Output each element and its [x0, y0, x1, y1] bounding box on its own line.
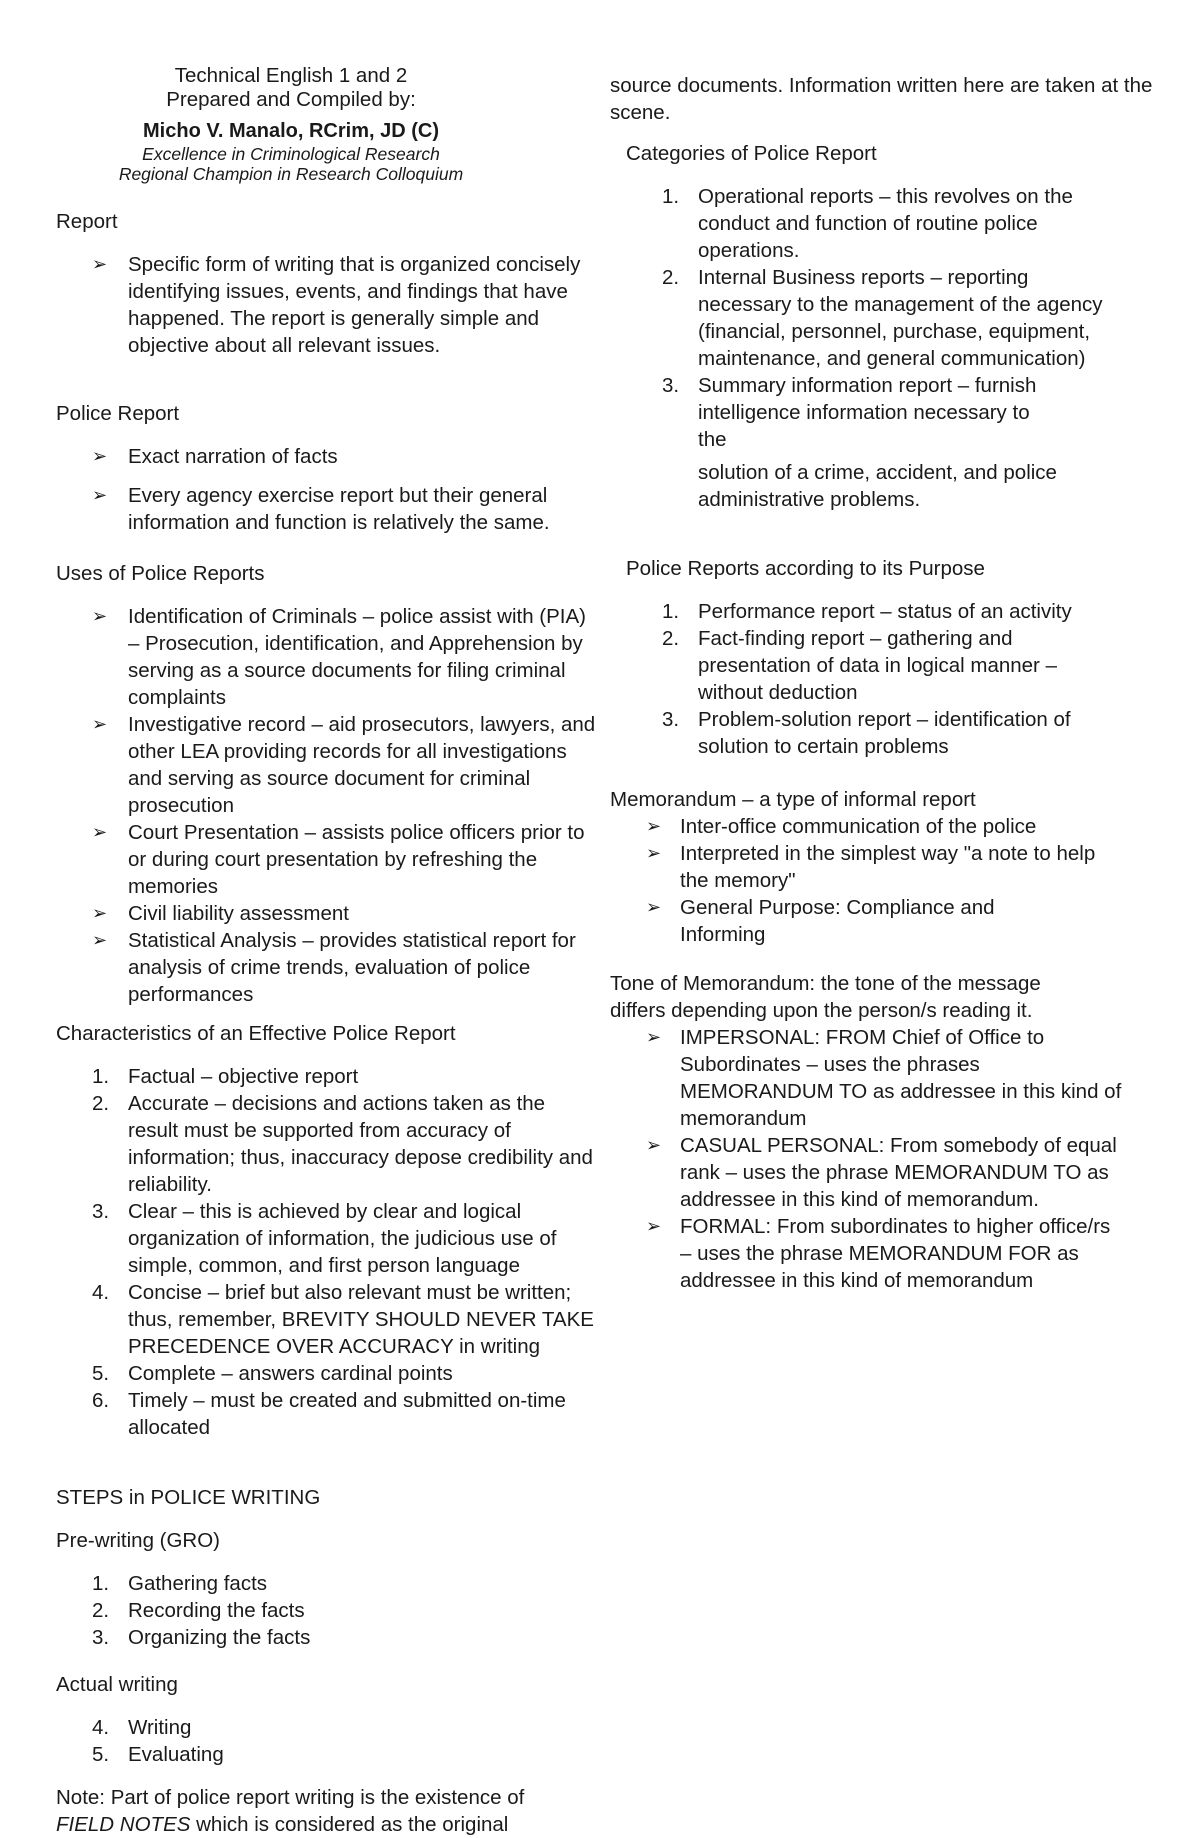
categories-continuation: solution of a crime, accident, and police administrative problems. [698, 461, 1057, 511]
list-item: 1. Operational reports – this revolves on the conduct and function of routine police operations. [662, 185, 1073, 262]
list-item: 2. Accurate – decisions and actions taken as the result must be supported from accuracy of information; thus, inaccuracy depose credibility and reliability. [92, 1092, 593, 1196]
characteristics-heading: Characteristics of an Effective Police Report [56, 1022, 456, 1045]
tone-heading: Tone of Memorandum: the tone of the message differs depending upon the person/s reading it. [610, 972, 1041, 1022]
tone-section [610, 970, 1080, 1024]
list-item: ➢ Investigative record – aid prosecutors, lawyers, and other LEA providing records for all investigations and serving as source document for criminal prosecution [92, 713, 596, 817]
police-report-section [56, 400, 596, 536]
arrow-bullet-icon: ➢ [92, 446, 108, 466]
actual-writing-heading: Actual writing [56, 1673, 178, 1696]
purpose-section [626, 555, 1166, 760]
list-item: 2. Recording the facts [92, 1599, 305, 1622]
characteristics-section [56, 1020, 596, 1441]
list-item: 3. Problem-solution report – identification of solution to certain problems [662, 708, 1071, 758]
prepared-by: Prepared and Compiled by: [166, 88, 416, 111]
actual-writing-section [56, 1671, 596, 1768]
author-award-2: Regional Champion in Research Colloquium [118, 164, 464, 184]
arrow-bullet-icon: ➢ [92, 254, 108, 274]
arrow-bullet-icon: ➢ [92, 606, 108, 626]
list-item: 4. Writing [92, 1716, 192, 1739]
arrow-bullet-icon: ➢ [92, 485, 108, 505]
list-item: ➢ Court Presentation – assists police officers prior to or during court presentation by refreshing the memories [92, 821, 585, 898]
list-item: ➢ Identification of Criminals – police assist with (PIA) – Prosecution, identification, and Apprehension by serving as a source documents for filing criminal complaints [92, 605, 587, 709]
list-item: ➢ Statistical Analysis – provides statistical report for analysis of crime trends, evaluation of police performances [92, 929, 576, 1006]
list-item: 6. Timely – must be created and submitted on-time allocated [92, 1389, 566, 1439]
report-heading: Report [56, 210, 118, 233]
uses-list [56, 603, 596, 1008]
list-item: ➢ IMPERSONAL: FROM Chief of Office to Subordinates – uses the phrases MEMORANDUM TO as addressee in this kind of memorandum [646, 1026, 1122, 1130]
list-item: ➢ Every agency exercise report but their general information and function is relatively the same. [92, 484, 550, 534]
course-title: Technical English 1 and 2 [174, 64, 408, 87]
purpose-list [626, 598, 1166, 760]
list-item: ➢ CASUAL PERSONAL: From somebody of equal rank – uses the phrase MEMORANDUM TO as addressee in this kind of memorandum. [646, 1134, 1117, 1211]
note-paragraph: Note: Part of police report writing is the existence of FIELD NOTES which is considered as the original [56, 1786, 525, 1836]
list-item: ➢ Specific form of writing that is organized concisely identifying issues, events, and findings that have happened. The report is generally simple and objective about all relevant issues. [92, 253, 581, 357]
arrow-bullet-icon: ➢ [646, 816, 662, 836]
purpose-heading: Police Reports according to its Purpose [626, 557, 985, 580]
arrow-bullet-icon: ➢ [92, 714, 108, 734]
characteristics-list [56, 1063, 596, 1441]
arrow-bullet-icon: ➢ [92, 903, 108, 923]
field-notes-term: FIELD NOTES [56, 1813, 191, 1836]
list-item: ➢ FORMAL: From subordinates to higher office/rs – uses the phrase MEMORANDUM FOR as addressee in this kind of memorandum [646, 1215, 1111, 1292]
steps-heading: STEPS in POLICE WRITING [56, 1486, 321, 1509]
list-item: 4. Concise – brief but also relevant must be written; thus, remember, BREVITY SHOULD NEVER TAKE PRECEDENCE OVER ACCURACY in writing [92, 1281, 594, 1358]
memorandum-heading: Memorandum – a type of informal report [610, 788, 976, 811]
arrow-bullet-icon: ➢ [92, 822, 108, 842]
list-item: 2. Internal Business reports – reporting necessary to the management of the agency (financial, personnel, purchase, equipment, maintenance, and general communication) [662, 266, 1103, 370]
document-header [56, 64, 526, 184]
list-item: 3. Summary information report – furnish intelligence information necessary to the [662, 374, 1037, 451]
categories-heading: Categories of Police Report [626, 142, 877, 165]
list-item: 2. Fact-finding report – gathering and presentation of data in logical manner – without deduction [662, 627, 1057, 704]
continuation-paragraph: source documents. Information written here are taken at the scene. [610, 74, 1153, 124]
arrow-bullet-icon: ➢ [92, 930, 108, 950]
uses-section [56, 560, 596, 1008]
memorandum-section [610, 786, 1165, 948]
arrow-bullet-icon: ➢ [646, 1027, 662, 1047]
author-award-1: Excellence in Criminological Research [142, 144, 440, 164]
list-item: 1. Factual – objective report [92, 1065, 359, 1088]
police-report-heading: Police Report [56, 402, 180, 425]
arrow-bullet-icon: ➢ [646, 1216, 662, 1236]
list-item: 3. Clear – this is achieved by clear and logical organization of information, the judicious use of simple, common, and first person language [92, 1200, 557, 1277]
list-item: 5. Evaluating [92, 1743, 224, 1766]
actual-writing-list [56, 1714, 596, 1768]
list-item: ➢ Exact narration of facts [92, 445, 338, 468]
uses-heading: Uses of Police Reports [56, 562, 265, 585]
categories-section [626, 140, 1166, 513]
list-item: 1. Performance report – status of an activity [662, 600, 1072, 623]
arrow-bullet-icon: ➢ [646, 1135, 662, 1155]
report-list [56, 251, 596, 359]
categories-list [626, 183, 1166, 453]
tone-list-wrap [610, 1024, 1165, 1294]
list-item: 5. Complete – answers cardinal points [92, 1362, 453, 1385]
list-item: ➢ Civil liability assessment [92, 902, 350, 925]
arrow-bullet-icon: ➢ [646, 843, 662, 863]
list-item: ➢ Inter-office communication of the police [646, 815, 1037, 838]
prewriting-list [56, 1570, 596, 1651]
list-item: ➢ Interpreted in the simplest way "a note to help the memory" [646, 842, 1096, 892]
prewriting-section [56, 1527, 596, 1651]
list-item: ➢ General Purpose: Compliance and Informing [646, 896, 995, 946]
list-item: 1. Gathering facts [92, 1572, 268, 1595]
memorandum-list [610, 813, 1165, 948]
list-item: 3. Organizing the facts [92, 1626, 311, 1649]
tone-list [610, 1024, 1165, 1294]
prewriting-heading: Pre-writing (GRO) [56, 1529, 221, 1552]
arrow-bullet-icon: ➢ [646, 897, 662, 917]
author-name: Micho V. Manalo, RCrim, JD (C) [143, 120, 439, 142]
police-report-list [56, 443, 596, 536]
report-section [56, 208, 596, 359]
